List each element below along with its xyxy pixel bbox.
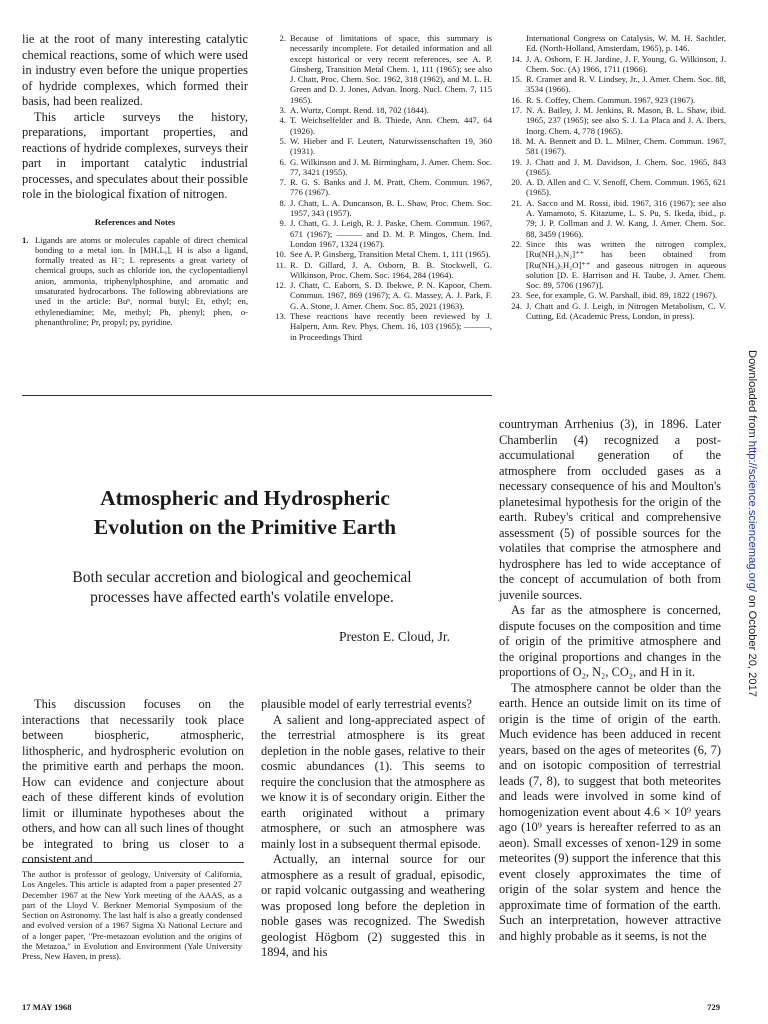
article-column-2: [261, 697, 485, 961]
top-left-column: [22, 32, 248, 327]
reference-text: R. Cramer and R. V. Lindsey, Jr., J. Amer. Chem. Soc. 88, 3534 (1966).: [526, 74, 726, 95]
reference-text: R. D. Gillard, J. A. Osborn, B. B. Stockwell, G. Wilkinson, Proc. Chem. Soc. 1964, 284 (1964).: [290, 259, 492, 280]
footnote-rule: [22, 862, 244, 863]
reference-continuation: International Congress on Catalysis, W. M. H. Sachtler, Ed. (North-Holland, Amsterdam, 1965), p. 146.: [526, 33, 726, 54]
references-middle-column: [268, 33, 492, 342]
reference-number: 15.: [511, 74, 522, 85]
reference-note: [22, 235, 248, 328]
reference-item: [504, 177, 726, 198]
article-paragraph: Actually, an internal source for our atmosphere as a result of gradual, episodic, or rapid volcanic outgassing and weathering was proposed long before the depletion in noble gases was recognized. The Swedish geologist Högbom (2) suggested this in 1894, and his: [261, 852, 485, 959]
reference-text: These reactions have recently been reviewed by J. Halpern, Ann. Rev. Phys. Chem. 16, 103 (1965); ———, in Proceedings Third: [290, 311, 492, 342]
reference-item: [268, 177, 492, 198]
reference-number: 9.: [279, 218, 286, 229]
article-author: Preston E. Cloud, Jr.: [338, 629, 450, 644]
reference-item: [504, 157, 726, 178]
reference-number: 20.: [511, 177, 522, 188]
reference-number: 6.: [279, 156, 286, 167]
reference-text: J. Chatt and G. J. Leigh, in Nitrogen Metabolism, C. V. Cutting, Ed. (Academic Press, London, in press).: [526, 300, 726, 322]
article-paragraph: The atmosphere cannot be older than the earth. Hence an outside limit on its time of origin is the time of origin of the earth. Much evidence has been adduced in recent years, based on the ages of meteorites (6, 7) and on isotopic composition of terrestrial leads (7, 8), to suggest that both meteorites and leads were involved in some kind of homogenization event about 4.6 × 10⁹ years ago (10⁹ years is hereafter referred to as an aeon). Small excesses of xenon-129 in some meteorites (9) support the inference that this event closely approximates the time of origin of the solar system and hence the approximate time of formation of the earth. Such an interpretation, however attractive and highly probable as it seems, is not the: [499, 680, 721, 943]
author-affiliation: The author is professor of geology, University of California, Los Angeles. This article is adapted from a paper presented 27 December 1967 at the New York meeting of the AAAS, as a part of the Lloyd V. Berkner Memorial Symposium of the Section on Astronomy. The last half is also a greatly condensed and evolved version of a 1967 Sigma Xi National Lecture and of a longer paper, "Pre-metazoan evolution and the origins of the Metazoa," in Evolution and Environment (Yale University Press, New Haven, in press).: [22, 869, 242, 962]
reference-text: W. Hieber and F. Leutert, Naturwissenschaften 19, 360 (1931).: [290, 135, 492, 157]
references-list: [504, 54, 726, 322]
article-title: [40, 484, 450, 542]
reference-number: 23.: [511, 290, 522, 301]
reference-number: 14.: [511, 53, 522, 64]
reference-number: 3.: [279, 105, 286, 116]
reference-number: 10.: [275, 249, 286, 260]
subtitle-line: processes have affected earth's volatile envelope.: [90, 589, 394, 606]
reference-text: J. Chatt, C. Eaborn, S. D. Ibekwe, P. N. Kapoor, Chem. Commun. 1967, 869 (1967); A. G. Massey, A. J. Park, F. G. A. Stone, J. Amer. Chem. Soc. 85, 2021 (1963).: [290, 280, 492, 311]
references-right-column: [504, 33, 726, 321]
reference-item: [504, 198, 726, 239]
reference-item: [268, 311, 492, 342]
reference-text: Because of limitations of space, this summary is necessarily incomplete. For detailed information and all except historical or very recent references, see A. P. Ginsberg, Transition Metal Chem. 1, 111 (1965); see also J. Chatt, Proc. Chem. Soc. 1962, 318 (1962), and M. L. H. Green and D. J. Jones, Advan. Inorg. Nucl. Chem. 7, 115 1965).: [290, 33, 492, 105]
article-subtitle: [22, 568, 462, 608]
reference-number: 22.: [511, 238, 522, 249]
reference-text: J. Chatt, G. J. Leigh, R. J. Paske, Chem. Commun. 1967, 671 (1967); ——— and D. M. P. Mingos, Chem. Ind. London 1967, 1324 (1967).: [290, 218, 492, 249]
article-paragraph: countryman Arrhenius (3), in 1896. Later Chamberlin (4) recognized a post-accumulational generation of the atmosphere from occluded gases as a necessary consequence of his and Moulton's planetesimal hypothesis for the origin of the earth. Rubey's critical and comprehensive assessment (5) of possible sources for the volatiles that comprise the atmosphere and hydrosphere has led to wide acceptance of the concept of accumulation of both from juvenile sources.: [499, 417, 721, 602]
article-column-3: [499, 417, 721, 944]
reference-text: Since this was written the nitrogen complex, [Ru(NH₃)₅N₂]⁺⁺ has been obtained from [Ru(NH₃)₅H₂O]⁺⁺ and gaseous nitrogen in aqueous solution [D. E. Harrison and H. Taube, J. Amer. Chem. Soc. 89, 5706 (1967)].: [526, 238, 726, 291]
reference-number: 18.: [511, 135, 522, 146]
reference-item: [504, 74, 726, 95]
reference-number: 24.: [511, 300, 522, 311]
reference-number: 2.: [279, 33, 286, 43]
reference-text: M. A. Bennett and D. L. Milner, Chem. Commun. 1967, 581 (1967).: [526, 135, 726, 157]
reference-item: [268, 280, 492, 311]
reference-text: J. Chatt and J. M. Davidson, J. Chem. Soc. 1965, 843 (1965).: [526, 156, 726, 177]
note-number: 1.: [22, 234, 29, 245]
reference-number: 7.: [279, 177, 286, 188]
reference-item: [504, 301, 726, 322]
source-link[interactable]: http://science.sciencemag.org/: [746, 440, 758, 592]
reference-number: 12.: [275, 280, 286, 291]
article-paragraph: plausible model of early terrestrial events?: [261, 697, 472, 711]
reference-text: See A. P. Ginsberg, Transition Metal Chem. 1, 111 (1965).: [290, 249, 491, 260]
reference-item: [504, 290, 726, 300]
reference-number: 21.: [511, 197, 522, 208]
previous-article-text: lie at the root of many interesting catalytic chemical reactions, some of which were used in industry even before the unique properties of hydride complexes, which formed their basis, had been realized.: [22, 32, 248, 108]
note-text: Ligands are atoms or molecules capable of direct chemical bonding to a metal ion. In [MHₓLᵧ], H is also a ligand, formally treated as H⁻; L represents a great variety of chemical groups, such as chloride ion, the cyclopentadienyl anion, ammonia, triphenylphosphine, and aromatic and unsaturated hydrocarbons. The following abbreviations are used in the article: Buⁿ, normal butyl; Et, ethyl; en, ethylenediamine; Me, methyl; Ph, phenyl; phen, o-phenanthroline; Pr, propyl; py, pyridine.: [35, 234, 248, 327]
section-divider: [22, 395, 492, 396]
reference-item: [268, 136, 492, 157]
references-heading: References and Notes: [94, 216, 176, 227]
reference-number: 13.: [275, 311, 286, 322]
reference-item: [268, 260, 492, 281]
reference-text: G. Wilkinson and J. M. Birmingham, J. Amer. Chem. Soc. 77, 3421 (1955).: [290, 156, 492, 177]
title-line: Evolution on the Primitive Earth: [93, 515, 397, 539]
reference-item: [268, 157, 492, 178]
reference-item: [268, 115, 492, 136]
reference-text: J. A. Osborn, F. H. Jardine, J. F. Young, G. Wilkinson, J. Chem. Soc. (A) 1966, 1711 (1966).: [526, 53, 726, 74]
reference-item: [268, 105, 492, 115]
reference-number: 5.: [279, 135, 286, 146]
watermark-suffix: on October 20, 2017: [746, 591, 758, 698]
reference-text: A. D. Allen and C. V. Senoff, Chem. Commun. 1965, 621 (1965).: [526, 177, 726, 198]
reference-item: [268, 198, 492, 219]
watermark-prefix: Downloaded from: [746, 350, 758, 441]
page-number: 729: [707, 1002, 720, 1012]
reference-item: [268, 33, 492, 105]
reference-item: [504, 95, 726, 105]
reference-item: [504, 239, 726, 290]
title-line: Atmospheric and Hydrospheric: [100, 486, 390, 510]
download-watermark: [746, 350, 758, 697]
reference-item: [268, 249, 492, 259]
reference-text: T. Weichselfelder and B. Thiede, Ann. Chem. 447, 64 (1926).: [290, 115, 492, 136]
reference-item: [504, 54, 726, 75]
reference-number: 16.: [511, 94, 522, 105]
article-paragraph: This discussion focuses on the interactions that necessarily took place between biospheric, atmospheric, lithospheric, and hydrospheric evolution on the primitive earth and perhaps the moon. How can evidence and conjecture about each of these different kinds of evolution limit or illuminate hypotheses about the others, and how can all such lines of thought be integrated to bring us closer to a consistent and: [22, 697, 244, 866]
reference-number: 8.: [279, 197, 286, 208]
reference-text: R. G. S. Banks and J. M. Pratt, Chem. Commun. 1967, 776 (1967).: [290, 177, 492, 198]
reference-text: J. Chatt, L. A. Duncanson, B. L. Shaw, Proc. Chem. Soc. 1957, 343 (1957).: [290, 197, 492, 219]
reference-item: [504, 105, 726, 136]
article-paragraph: As far as the atmosphere is concerned, dispute focuses on the composition and time of origin of the primitive atmosphere and the original proportions and changes in the proportions of O₂, N₂, CO₂, and H in it.: [499, 603, 721, 679]
reference-item: [504, 136, 726, 157]
reference-text: R. S. Coffey, Chem. Commun. 1967, 923 (1967).: [526, 94, 696, 105]
previous-article-text: This article surveys the history, preparations, important properties, and reactions of hydride complexes, surveys their part in important catalytic industrial processes, and speculates about their possible role in the biological fixation of nitrogen.: [22, 109, 248, 201]
article-column-1: [22, 697, 244, 868]
reference-number: 17.: [511, 105, 522, 116]
reference-text: N. A. Bailey, J. M. Jenkins, R. Mason, B. L. Shaw, ibid. 1965, 237 (1965); see also S. J. La Placa and J. A. Ibers, Inorg. Chem. 4, 778 (1965).: [526, 105, 726, 136]
reference-number: 19.: [511, 156, 522, 167]
reference-item: [268, 218, 492, 249]
article-paragraph: A salient and long-appreciated aspect of the terrestrial atmosphere is its great depletion in the noble gases, relative to their cosmic abundances (1). This seems to require the conclusion that the atmosphere as we know it is of secondary origin. Either the earth originated without a primary atmosphere, or such an atmosphere was mainly lost in a subsequent thermal episode.: [261, 712, 485, 851]
reference-number: 11.: [275, 259, 286, 270]
reference-text: See, for example, G. W. Parshall, ibid. 89, 1822 (1967).: [526, 290, 718, 301]
reference-text: A. Wurtz, Compt. Rend. 18, 702 (1844).: [290, 105, 429, 116]
reference-number: 4.: [279, 115, 286, 126]
subtitle-line: Both secular accretion and biological and geochemical: [72, 569, 412, 586]
reference-text: A. Sacco and M. Rossi, ibid. 1967, 316 (1967); see also A. Yamamoto, S. Kitazume, L. S. Pu, S. Ikeda, ibid., p. 79; J. P. Collman and J. W. Kang, J. Amer. Chem. Soc. 88, 3459 (1966).: [526, 197, 726, 239]
issue-date: 17 MAY 1968: [22, 1002, 72, 1012]
